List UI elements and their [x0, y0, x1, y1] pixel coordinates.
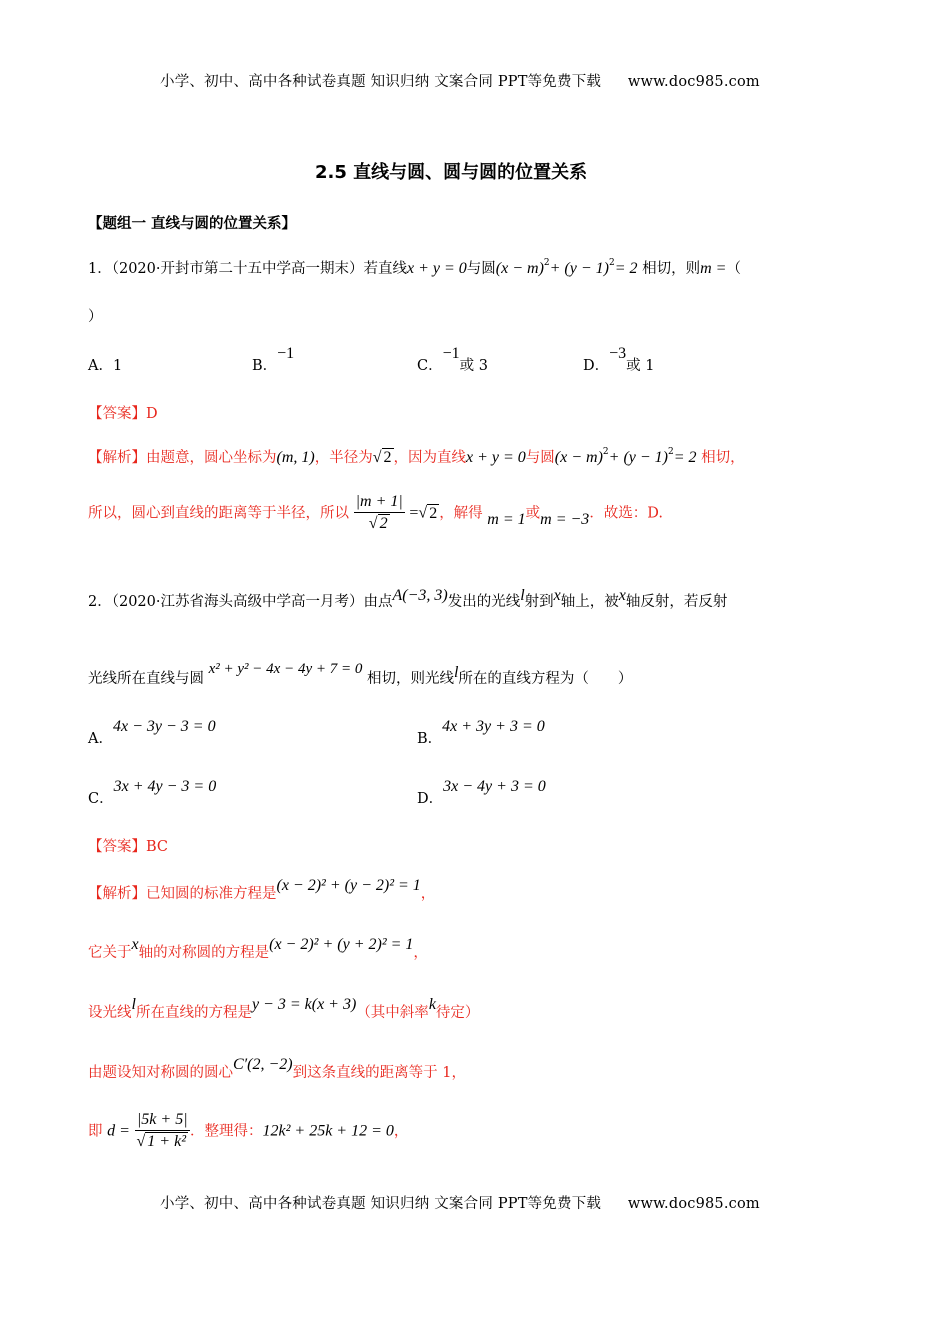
q2-r2-eq: (x − 2)² + (y + 2)² = 1 — [269, 936, 414, 953]
q1-analysis-l2c: ．故选：D. — [589, 505, 664, 522]
q1-fraction: $\frac{|m + 1|}{√ 2}$ — [355, 493, 403, 532]
q2-option-d-value: 3x − 4y + 3 = 0 — [443, 778, 546, 795]
q2-analysis-row1 — [88, 877, 436, 903]
header-text: 小学、初中、高中各种试卷真题 知识归纳 文案合同 PPT等免费下载 — [160, 74, 602, 90]
q1-frac-den: 2 — [379, 515, 388, 532]
q1-answer: 【答案】D — [88, 406, 158, 422]
q1-option-c — [417, 345, 488, 375]
q2-stem-line2 — [88, 661, 633, 688]
q2-r5-end: ， — [393, 1123, 409, 1140]
q1-analysis-line2: 所以，圆心到直线的距离等于半径，所以 $\frac{|m + 1|}{√ 2}$ =√ 2 ，解得 m = 1或m = −3．故选：D. — [88, 492, 663, 535]
q2-r2-end: ， — [413, 945, 428, 961]
q2-option-d — [417, 778, 546, 808]
q2-r2b: 轴的对称圆的方程是 — [138, 945, 270, 961]
q2-l1c: 射到 — [524, 594, 554, 610]
q1-mid: 与圆 — [466, 261, 496, 277]
q2-option-d-label: D． — [417, 791, 444, 807]
q1-option-d — [583, 345, 655, 375]
footer-url: www.doc985.com — [627, 1196, 760, 1212]
q2-r5b: ．整理得： — [190, 1123, 263, 1140]
q1-option-d-value: −3 — [609, 345, 627, 362]
q1-analysis-l1e: 相切， — [701, 450, 745, 466]
q2-r5a: 即 — [88, 1123, 103, 1140]
q2-r3-eq: y − 3 = k(x + 3) — [251, 996, 357, 1013]
q1-circle-b: + (y − 1) — [549, 260, 609, 277]
q2-r5-num: |5k + 5| — [135, 1110, 190, 1131]
q1-prefix: 1．（2020·开封市第二十五中学高一期末）若直线 — [88, 261, 407, 277]
q2-r4b: 到这条直线的距离等于 1， — [292, 1065, 466, 1081]
q2-l1e: 轴反射，若反射 — [625, 594, 728, 610]
q2-r4a: 由题设知对称圆的圆心 — [88, 1065, 233, 1081]
q2-circle: x² + y² − 4x − 4y + 7 = 0 — [208, 661, 363, 677]
q2-r4-point: C′(2, −2) — [233, 1056, 293, 1073]
q1-analysis-tag: 【解析】 — [88, 450, 146, 466]
q2-l1a: 2．（2020·江苏省海头高级中学高一月考）由点 — [88, 594, 393, 610]
q1-analysis-line1: 【解析】由题意，圆心坐标为(m, 1)，半径为√ 2 ，因为直线x + y = 0与圆$(x - m)^2+ (y - 1)^2= 2$ 相切， — [88, 447, 745, 466]
q1-analysis-l1c: ，因为直线 — [393, 450, 466, 466]
q1-sol1: m = 1 — [487, 510, 526, 528]
q1-stem — [88, 257, 741, 278]
q1-option-b-value: −1 — [277, 345, 295, 362]
q1-option-d-tail: 或 1 — [626, 358, 655, 374]
q1-option-b — [252, 345, 295, 375]
q1-or: 或 — [525, 505, 541, 522]
q2-x2: x — [618, 587, 626, 604]
q2-l2b: 相切，则光线 — [366, 671, 454, 687]
q2-option-b-value: 4x + 3y + 3 = 0 — [442, 718, 545, 735]
q1-option-c-label: C． — [417, 358, 443, 374]
page-header — [160, 70, 760, 91]
q2-r3c: （其中斜率 — [356, 1005, 429, 1021]
page-footer — [160, 1192, 760, 1213]
q1-analysis-l2b: ，解得 — [439, 505, 483, 522]
q1-frac-num: |m + 1| — [354, 492, 405, 513]
q2-analysis-row2 — [88, 936, 428, 962]
q1-analysis-l1d: 与圆 — [525, 450, 555, 466]
q1-paren-close: ） — [88, 309, 103, 325]
q1-analysis-l1b: ，半径为 — [314, 450, 373, 466]
q2-analysis-row4 — [88, 1056, 466, 1082]
q2-l2a: 光线所在直线与圆 — [88, 671, 204, 687]
q1-sqrt2b: 2 — [429, 504, 438, 522]
q1-analysis-sq2: 2 — [668, 447, 674, 457]
q1-suffix: 相切，则 — [642, 261, 701, 277]
q1-paren-open: （ — [726, 261, 741, 277]
q2-l1b: 发出的光线 — [447, 594, 521, 610]
q2-l2-l: l — [453, 664, 459, 681]
q2-analysis-tag: 【解析】 — [88, 886, 146, 902]
q1-line-eq: x + y = 0 — [406, 260, 467, 277]
q1-option-b-label: B． — [252, 358, 278, 374]
footer-text: 小学、初中、高中各种试卷真题 知识归纳 文案合同 PPT等免费下载 — [160, 1196, 602, 1212]
section-heading: 【题组一 直线与圆的位置关系】 — [88, 216, 297, 232]
q2-option-a-label: A． — [88, 731, 113, 747]
q1-analysis-line-eq: x + y = 0 — [466, 449, 526, 466]
q2-r2-x: x — [131, 936, 139, 953]
q2-stem-line1 — [88, 587, 728, 611]
q1-m-eq: m = — [700, 260, 727, 277]
q2-l: l — [520, 587, 525, 604]
q1-center: (m, 1) — [276, 449, 315, 466]
q2-x1: x — [553, 587, 561, 604]
q1-eq-sign: = — [409, 504, 419, 522]
q1-option-a: A．1 — [88, 358, 123, 374]
q1-analysis-circle-b: + (y − 1) — [608, 449, 668, 466]
q1-analysis-sq1: 2 — [602, 447, 609, 457]
q2-option-c-value: 3x + 4y − 3 = 0 — [113, 778, 217, 795]
q2-point: A(−3, 3) — [392, 587, 448, 604]
q1-analysis-l1a: 由题意，圆心坐标为 — [146, 450, 277, 466]
q2-r3b: 所在直线的方程是 — [135, 1005, 252, 1021]
q2-r1-end: ， — [420, 886, 436, 902]
q2-r5-den: 1 + k² — [147, 1133, 186, 1150]
q1-analysis-circle-a: (x − m) — [554, 449, 603, 466]
q1-analysis-l2a: 所以，圆心到直线的距离等于半径，所以 — [88, 505, 349, 522]
q2-r3-l: l — [131, 996, 136, 1013]
header-url: www.doc985.com — [627, 74, 760, 90]
q2-r5-eq: 12k² + 25k + 12 = 0 — [262, 1122, 394, 1140]
q2-answer: 【答案】BC — [88, 839, 169, 855]
q2-r1a: 已知圆的标准方程是 — [146, 886, 277, 902]
q1-sq1: 2 — [543, 258, 550, 268]
q1-analysis-circle-c: = 2 — [673, 449, 697, 466]
q2-option-a-value: 4x − 3y − 3 = 0 — [112, 718, 216, 735]
q2-r5-fraction: $\frac{|5k + 5|}{\text{√ 1 + k²}}$ — [135, 1110, 190, 1153]
q2-l2c: 所在的直线方程为（ ） — [458, 671, 633, 687]
q1-circle-c: = 2 — [614, 260, 638, 277]
q2-r3d: 待定） — [435, 1005, 480, 1021]
q2-analysis-row3 — [88, 996, 480, 1022]
q2-r3a: 设光线 — [88, 1005, 132, 1021]
q1-sq2: 2 — [608, 258, 615, 268]
q2-option-a — [88, 718, 216, 748]
page-title: 2.5 直线与圆、圆与圆的位置关系 — [315, 162, 588, 183]
q2-option-c-label: C． — [88, 791, 114, 807]
q2-option-c — [88, 778, 217, 808]
q2-option-b — [417, 718, 545, 748]
q2-r2a: 它关于 — [88, 945, 132, 961]
q2-analysis-row5 — [88, 1110, 408, 1153]
q1-option-d-label: D． — [583, 358, 610, 374]
q1-circle-a: (x − m) — [495, 260, 544, 277]
q2-option-b-label: B． — [417, 731, 443, 747]
q2-r5-d: d = — [107, 1122, 130, 1140]
q2-r1-eq: (x − 2)² + (y − 2)² = 1 — [276, 877, 421, 894]
q1-radius: 2 — [383, 449, 392, 466]
q1-option-c-value: −1 — [442, 345, 460, 362]
q2-r3-k: k — [428, 996, 436, 1013]
q1-sol2: m = −3 — [540, 510, 590, 528]
q1-option-c-tail: 或 3 — [459, 358, 488, 374]
q2-l1d: 轴上，被 — [560, 594, 619, 610]
